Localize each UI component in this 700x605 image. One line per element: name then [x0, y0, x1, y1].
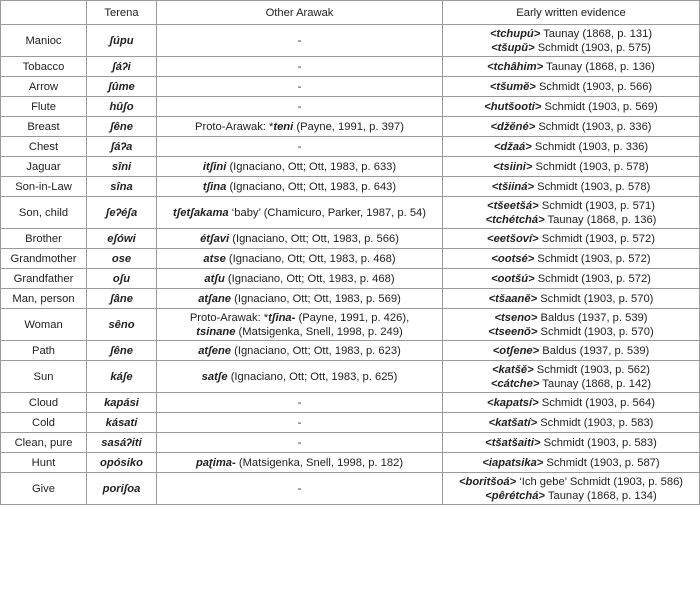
gloss-cell: Brother	[1, 229, 87, 249]
table-row	[1, 473, 700, 505]
other-arawak-cell	[157, 309, 443, 341]
attested-form: <džaá>	[493, 140, 532, 153]
other-arawak-cell	[157, 157, 443, 177]
evidence-source: Taunay (1868, p. 136)	[543, 60, 655, 73]
terena-word: káʃe	[87, 361, 157, 393]
evidence-source: Taunay (1868, p. 131)	[540, 27, 653, 40]
other-arawak-prefix: -	[297, 396, 302, 409]
header-terena: Terena	[87, 1, 157, 25]
evidence-cell	[443, 57, 700, 77]
evidence-cell	[443, 453, 700, 473]
cognate-source: (Payne, 1991, p. 397)	[293, 120, 404, 133]
terena-word: opósiko	[87, 453, 157, 473]
gloss-cell: Give	[1, 473, 87, 505]
evidence-source: Schmidt (1903, p. 578)	[534, 180, 651, 193]
other-arawak-prefix: -	[297, 34, 302, 47]
attested-form: <tchupú>	[489, 27, 541, 40]
evidence-cell	[443, 361, 700, 393]
evidence-source: Schmidt (1903, p. 562)	[533, 363, 650, 376]
other-arawak-cell	[157, 177, 443, 197]
evidence-line	[446, 41, 696, 55]
other-arawak-line	[160, 140, 439, 154]
terena-word: ʃûme	[87, 77, 157, 97]
evidence-line	[446, 436, 696, 450]
other-arawak-prefix: Proto-Arawak: *	[189, 311, 269, 324]
cognate-source: (Ignaciano, Ott; Ott, 1983, p. 569)	[231, 292, 401, 305]
cognate-word: itʃini	[202, 160, 227, 173]
other-arawak-cell	[157, 289, 443, 309]
terena-word: ʃúpu	[87, 25, 157, 57]
other-arawak-cell	[157, 453, 443, 473]
other-arawak-cell	[157, 197, 443, 229]
gloss-cell: Hunt	[1, 453, 87, 473]
evidence-source: Schmidt (1903, p. 578)	[532, 160, 649, 173]
gloss-cell: Man, person	[1, 289, 87, 309]
other-arawak-line	[160, 311, 439, 325]
evidence-line	[446, 140, 696, 154]
gloss-cell: Jaguar	[1, 157, 87, 177]
gloss-cell: Son, child	[1, 197, 87, 229]
other-arawak-line	[160, 232, 439, 246]
cognate-source: (Ignaciano, Ott; Ott, 1983, p. 566)	[229, 232, 399, 245]
table-row	[1, 453, 700, 473]
evidence-cell	[443, 157, 700, 177]
cognate-word: tsinane	[196, 325, 236, 338]
cognate-word: paʈima-	[195, 456, 236, 469]
evidence-cell	[443, 393, 700, 413]
gloss-cell: Arrow	[1, 77, 87, 97]
other-arawak-prefix: -	[297, 482, 302, 495]
evidence-line	[446, 377, 696, 391]
other-arawak-line	[160, 160, 439, 174]
evidence-line	[446, 160, 696, 174]
evidence-line	[446, 252, 696, 266]
terena-word: eʃówi	[87, 229, 157, 249]
evidence-source: Schmidt (1903, p. 575)	[534, 41, 651, 54]
gloss-cell: Woman	[1, 309, 87, 341]
other-arawak-cell	[157, 249, 443, 269]
table-row	[1, 393, 700, 413]
evidence-line	[446, 120, 696, 134]
terena-word: ʃêne	[87, 341, 157, 361]
terena-word: ʃeʔéʃa	[87, 197, 157, 229]
gloss-cell: Cold	[1, 413, 87, 433]
gloss-cell: Cloud	[1, 393, 87, 413]
table-row	[1, 269, 700, 289]
attested-form: <tšupŭ>	[491, 41, 535, 54]
other-arawak-line	[160, 482, 439, 496]
other-arawak-line	[160, 206, 439, 220]
evidence-source: Schmidt (1903, p. 570)	[537, 292, 654, 305]
terena-word: ʃáʔa	[87, 137, 157, 157]
other-arawak-line	[160, 416, 439, 430]
cognate-word: teni	[273, 120, 294, 133]
terena-word: oʃu	[87, 269, 157, 289]
terena-word: ʃâne	[87, 289, 157, 309]
evidence-line	[446, 344, 696, 358]
evidence-source: Taunay (1868, p. 136)	[544, 213, 657, 226]
evidence-source: Schmidt (1903, p. 336)	[535, 120, 652, 133]
evidence-cell	[443, 177, 700, 197]
evidence-cell	[443, 309, 700, 341]
other-arawak-line	[160, 396, 439, 410]
terena-word: sîna	[87, 177, 157, 197]
evidence-cell	[443, 413, 700, 433]
evidence-cell	[443, 97, 700, 117]
evidence-line	[446, 80, 696, 94]
cognate-word: atʃu	[204, 272, 225, 285]
other-arawak-line	[160, 252, 439, 266]
evidence-line	[446, 213, 696, 227]
attested-form: <džĕné>	[490, 120, 536, 133]
attested-form: <tchâhim>	[487, 60, 544, 73]
terena-word: poriʃoa	[87, 473, 157, 505]
table-row	[1, 249, 700, 269]
cognate-source: (Matsigenka, Snell, 1998, p. 249)	[235, 325, 403, 338]
attested-form: <kapatsí>	[487, 396, 539, 409]
cognate-source: (Matsigenka, Snell, 1998, p. 182)	[235, 456, 404, 469]
evidence-line	[446, 27, 696, 41]
evidence-cell	[443, 341, 700, 361]
evidence-cell	[443, 269, 700, 289]
other-arawak-cell	[157, 269, 443, 289]
evidence-cell	[443, 117, 700, 137]
attested-form: <tšatšaiti>	[485, 436, 541, 449]
other-arawak-line	[160, 436, 439, 450]
other-arawak-line	[160, 180, 439, 194]
table-row	[1, 361, 700, 393]
attested-form: <tchétchá>	[485, 213, 545, 226]
terena-word: ʃáʔi	[87, 57, 157, 77]
other-arawak-line	[160, 344, 439, 358]
evidence-cell	[443, 249, 700, 269]
other-arawak-cell	[157, 57, 443, 77]
evidence-source: Schmidt (1903, p. 566)	[535, 80, 653, 93]
other-arawak-prefix: -	[297, 80, 302, 93]
attested-form: <tseenŏ>	[488, 325, 538, 338]
terena-word: ʃêne	[87, 117, 157, 137]
evidence-source: ‘Ich gebe’ Schmidt (1903, p. 586)	[516, 475, 684, 488]
other-arawak-prefix: Proto-Arawak: *	[195, 120, 274, 133]
gloss-cell: Sun	[1, 361, 87, 393]
table-row	[1, 137, 700, 157]
other-arawak-cell	[157, 413, 443, 433]
gloss-cell: Chest	[1, 137, 87, 157]
evidence-source: Schmidt (1903, p. 569)	[541, 100, 658, 113]
attested-form: <katšatí>	[488, 416, 538, 429]
evidence-cell	[443, 77, 700, 97]
other-arawak-cell	[157, 25, 443, 57]
evidence-cell	[443, 289, 700, 309]
other-arawak-prefix: -	[297, 436, 302, 449]
table-row	[1, 229, 700, 249]
table-row	[1, 289, 700, 309]
terena-word: sîni	[87, 157, 157, 177]
evidence-line	[446, 292, 696, 306]
other-arawak-prefix: -	[297, 100, 302, 113]
other-arawak-cell	[157, 361, 443, 393]
attested-form: <cátche>	[490, 377, 540, 390]
terena-word: sêno	[87, 309, 157, 341]
other-arawak-cell	[157, 433, 443, 453]
other-arawak-line	[160, 370, 439, 384]
evidence-cell	[443, 229, 700, 249]
evidence-line	[446, 456, 696, 470]
other-arawak-line	[160, 456, 439, 470]
other-arawak-line	[160, 34, 439, 48]
other-arawak-prefix: -	[297, 416, 302, 429]
other-arawak-cell	[157, 117, 443, 137]
other-arawak-line	[160, 120, 439, 134]
evidence-source: Schmidt (1903, p. 572)	[538, 232, 655, 245]
table-row	[1, 433, 700, 453]
header-gloss	[1, 1, 87, 25]
table-row	[1, 197, 700, 229]
header-other-arawak: Other Arawak	[157, 1, 443, 25]
table-row	[1, 77, 700, 97]
evidence-line	[446, 60, 696, 74]
cognate-word: atʃane	[198, 292, 232, 305]
other-arawak-cell	[157, 393, 443, 413]
cognate-word: atse	[203, 252, 226, 265]
terena-word: hûʃo	[87, 97, 157, 117]
gloss-cell: Grandmother	[1, 249, 87, 269]
cognate-word: tʃetʃakama	[173, 206, 229, 219]
evidence-source: Schmidt (1903, p. 572)	[534, 272, 651, 285]
table-row	[1, 25, 700, 57]
evidence-source: Schmidt (1903, p. 583)	[540, 436, 657, 449]
other-arawak-prefix: -	[297, 60, 302, 73]
evidence-source: Schmidt (1903, p. 571)	[538, 199, 655, 212]
other-arawak-cell	[157, 77, 443, 97]
gloss-cell: Path	[1, 341, 87, 361]
attested-form: <hutšooti>	[484, 100, 542, 113]
other-arawak-cell	[157, 229, 443, 249]
evidence-line	[446, 180, 696, 194]
cognate-word: étʃavi	[200, 232, 230, 245]
gloss-cell: Son-in-Law	[1, 177, 87, 197]
attested-form: <tsiini>	[493, 160, 533, 173]
other-arawak-prefix: -	[297, 140, 302, 153]
evidence-line	[446, 311, 696, 325]
terena-word: ose	[87, 249, 157, 269]
cognate-word: satʃe	[201, 370, 228, 383]
other-arawak-cell	[157, 137, 443, 157]
header-row	[1, 1, 700, 25]
cognate-source: (Ignaciano, Ott; Ott, 1983, p. 623)	[231, 344, 401, 357]
other-arawak-line	[160, 80, 439, 94]
table-row	[1, 177, 700, 197]
other-arawak-line	[160, 325, 439, 339]
cognate-source: (Ignaciano, Ott; Ott, 1983, p. 633)	[226, 160, 397, 173]
attested-form: <tšeetšá>	[487, 199, 539, 212]
table-row	[1, 57, 700, 77]
evidence-line	[446, 489, 696, 503]
other-arawak-cell	[157, 97, 443, 117]
attested-form: <tšaanĕ>	[488, 292, 538, 305]
attested-form: <tseno>	[494, 311, 538, 324]
cognate-word: atʃene	[198, 344, 232, 357]
cognate-source: ‘baby’ (Chamicuro, Parker, 1987, p. 54)	[228, 206, 426, 219]
evidence-cell	[443, 25, 700, 57]
evidence-source: Baldus (1937, p. 539)	[537, 311, 648, 324]
evidence-line	[446, 199, 696, 213]
table-row	[1, 97, 700, 117]
evidence-line	[446, 100, 696, 114]
terena-word: sasáʔiti	[87, 433, 157, 453]
evidence-source: Schmidt (1903, p. 572)	[534, 252, 651, 265]
gloss-cell: Clean, pure	[1, 433, 87, 453]
other-arawak-line	[160, 100, 439, 114]
evidence-source: Taunay (1868, p. 134)	[544, 489, 657, 502]
evidence-cell	[443, 197, 700, 229]
gloss-cell: Tobacco	[1, 57, 87, 77]
attested-form: <eetšoví>	[487, 232, 539, 245]
attested-form: <ootsé>	[491, 252, 535, 265]
table-row	[1, 341, 700, 361]
other-arawak-line	[160, 60, 439, 74]
terena-word: kásati	[87, 413, 157, 433]
evidence-line	[446, 475, 696, 489]
table-row	[1, 413, 700, 433]
other-arawak-cell	[157, 341, 443, 361]
cognate-word: tʃina	[202, 180, 227, 193]
evidence-cell	[443, 433, 700, 453]
terena-word: kapási	[87, 393, 157, 413]
header-early-evidence: Early written evidence	[443, 1, 700, 25]
evidence-source: Schmidt (1903, p. 564)	[538, 396, 655, 409]
evidence-line	[446, 272, 696, 286]
cognate-source: (Payne, 1991, p. 426),	[295, 311, 410, 324]
attested-form: <iapatsika>	[482, 456, 544, 469]
evidence-source: Baldus (1937, p. 539)	[539, 344, 650, 357]
evidence-source: Taunay (1868, p. 142)	[539, 377, 652, 390]
table-row	[1, 309, 700, 341]
gloss-cell: Flute	[1, 97, 87, 117]
attested-form: <otʃene>	[492, 344, 540, 357]
attested-form: <tšiiná>	[491, 180, 534, 193]
other-arawak-line	[160, 292, 439, 306]
evidence-cell	[443, 473, 700, 505]
evidence-source: Schmidt (1903, p. 336)	[531, 140, 649, 153]
evidence-line	[446, 325, 696, 339]
gloss-cell: Manioc	[1, 25, 87, 57]
cognate-source: (Ignaciano, Ott; Ott, 1983, p. 468)	[224, 272, 395, 285]
attested-form: <katšĕ>	[492, 363, 534, 376]
gloss-cell: Grandfather	[1, 269, 87, 289]
cognate-source: (Ignaciano, Ott; Ott, 1983, p. 468)	[225, 252, 396, 265]
cognate-source: (Ignaciano, Ott; Ott, 1983, p. 625)	[227, 370, 398, 383]
cognate-source: (Ignaciano, Ott; Ott, 1983, p. 643)	[226, 180, 397, 193]
other-arawak-line	[160, 272, 439, 286]
evidence-line	[446, 363, 696, 377]
attested-form: <pêrétchá>	[485, 489, 545, 502]
evidence-source: Schmidt (1903, p. 570)	[537, 325, 654, 338]
evidence-line	[446, 232, 696, 246]
attested-form: <boritšoá>	[458, 475, 517, 488]
attested-form: <tšumĕ>	[489, 80, 536, 93]
attested-form: <ootšú>	[491, 272, 535, 285]
evidence-cell	[443, 137, 700, 157]
evidence-source: Schmidt (1903, p. 587)	[543, 456, 660, 469]
evidence-line	[446, 416, 696, 430]
other-arawak-cell	[157, 473, 443, 505]
evidence-line	[446, 396, 696, 410]
gloss-cell: Breast	[1, 117, 87, 137]
table-row	[1, 117, 700, 137]
cognate-word: tʃina-	[268, 311, 296, 324]
evidence-source: Schmidt (1903, p. 583)	[537, 416, 654, 429]
table-row	[1, 157, 700, 177]
